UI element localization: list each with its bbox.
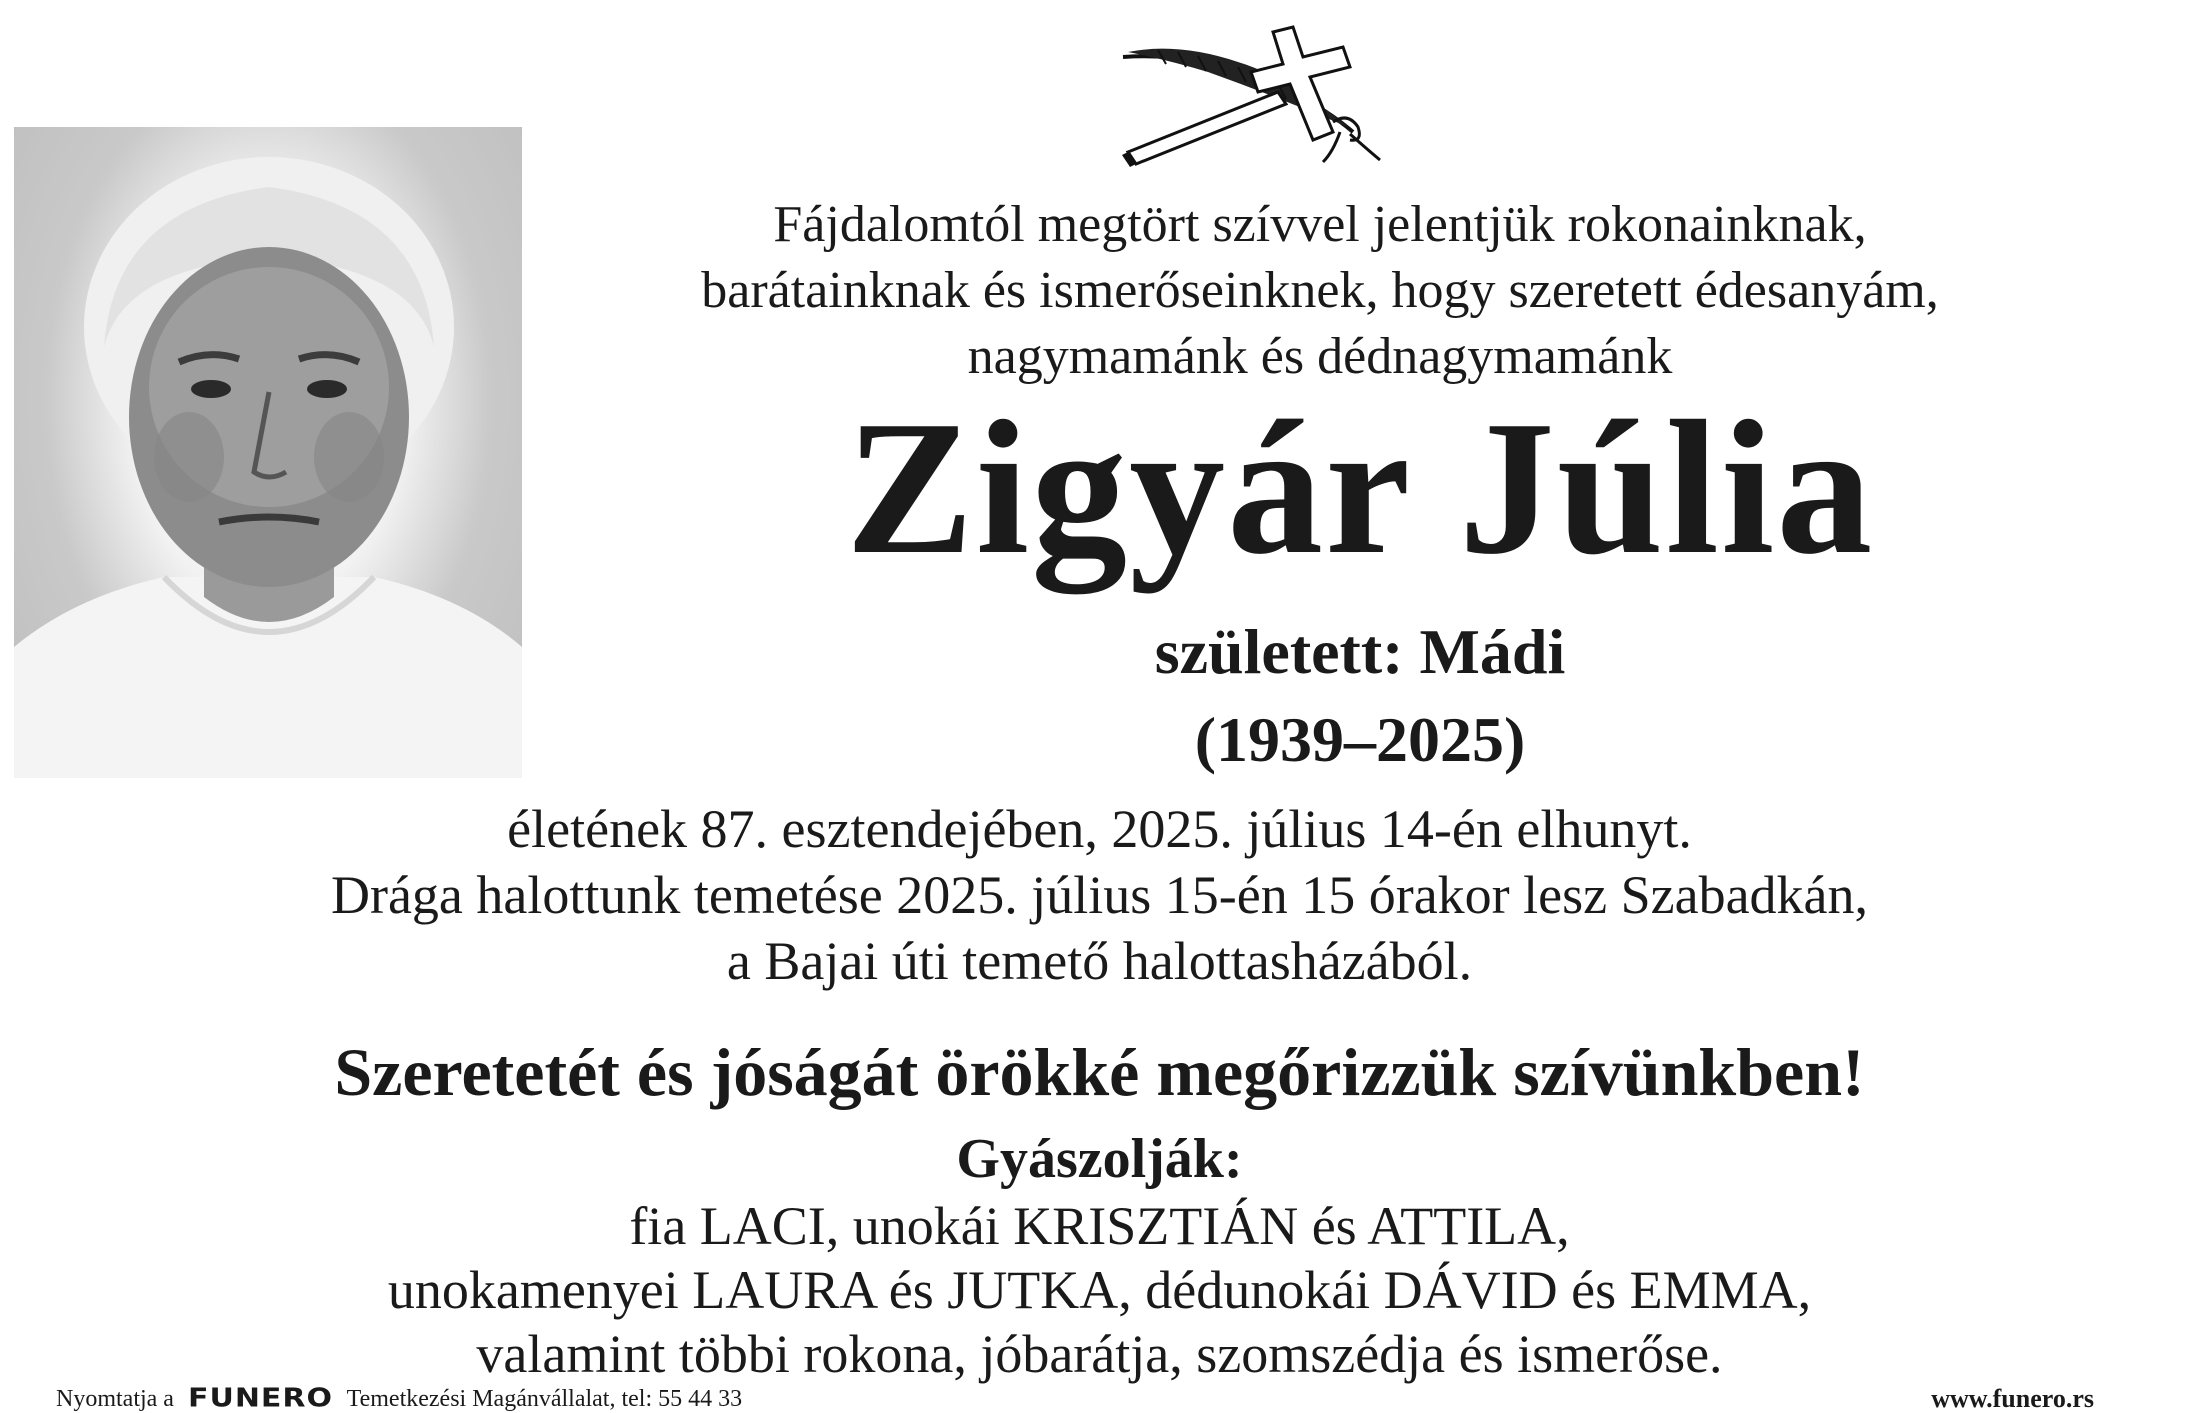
- details-line: a Bajai úti temető halottasházából.: [726, 931, 1473, 991]
- portrait-photo: [14, 127, 522, 778]
- mourners-line: unokamenyei LAURA és JUTKA, dédunokái DÁVID és EMMA,: [387, 1260, 1812, 1320]
- mourners-list: [0, 1194, 2199, 1386]
- intro-line: Fájdalomtól megtört szívvel jelentjük rokonainknak,: [773, 196, 1867, 253]
- life-years: (1939–2025): [1194, 704, 1526, 775]
- memorial-motto: Szeretetét és jóságát örökké megőrizzük szívünkben!: [334, 1034, 1865, 1110]
- mourners-line: fia LACI, unokái KRISZTIÁN és ATTILA,: [629, 1196, 1570, 1256]
- printed-by-label: Nyomtatja a: [56, 1386, 174, 1412]
- mourners-line: valamint többi rokona, jóbarátja, szomszédja és ismerőse.: [476, 1324, 1723, 1384]
- intro-line: nagymamánk és dédnagymamánk: [967, 328, 1673, 385]
- details-line: Drága halottunk temetése 2025. július 15-én 15 órakor lesz Szabadkán,: [330, 865, 1869, 925]
- details-line: életének 87. esztendejében, 2025. július 14-én elhunyt.: [507, 799, 1692, 859]
- portrait-illustration: [14, 127, 522, 778]
- printer-credit: [56, 1383, 743, 1413]
- intro-text: [520, 192, 2120, 390]
- intro-line: barátainknak és ismerőseinknek, hogy szeretett édesanyám,: [701, 262, 1939, 319]
- funeral-details: [0, 796, 2199, 994]
- website-link[interactable]: www.funero.rs: [1931, 1384, 2094, 1413]
- cross-with-palm-icon: [1118, 22, 1388, 167]
- funero-logo: FUNERO: [187, 1383, 334, 1413]
- company-info: Temetkezési Magánvállalat, tel: 55 44 33: [346, 1386, 743, 1412]
- deceased-name: Zigyár Júlia: [845, 381, 1875, 594]
- maiden-name: született: Mádi: [1154, 616, 1566, 687]
- mourners-title: Gyászolják:: [956, 1128, 1243, 1190]
